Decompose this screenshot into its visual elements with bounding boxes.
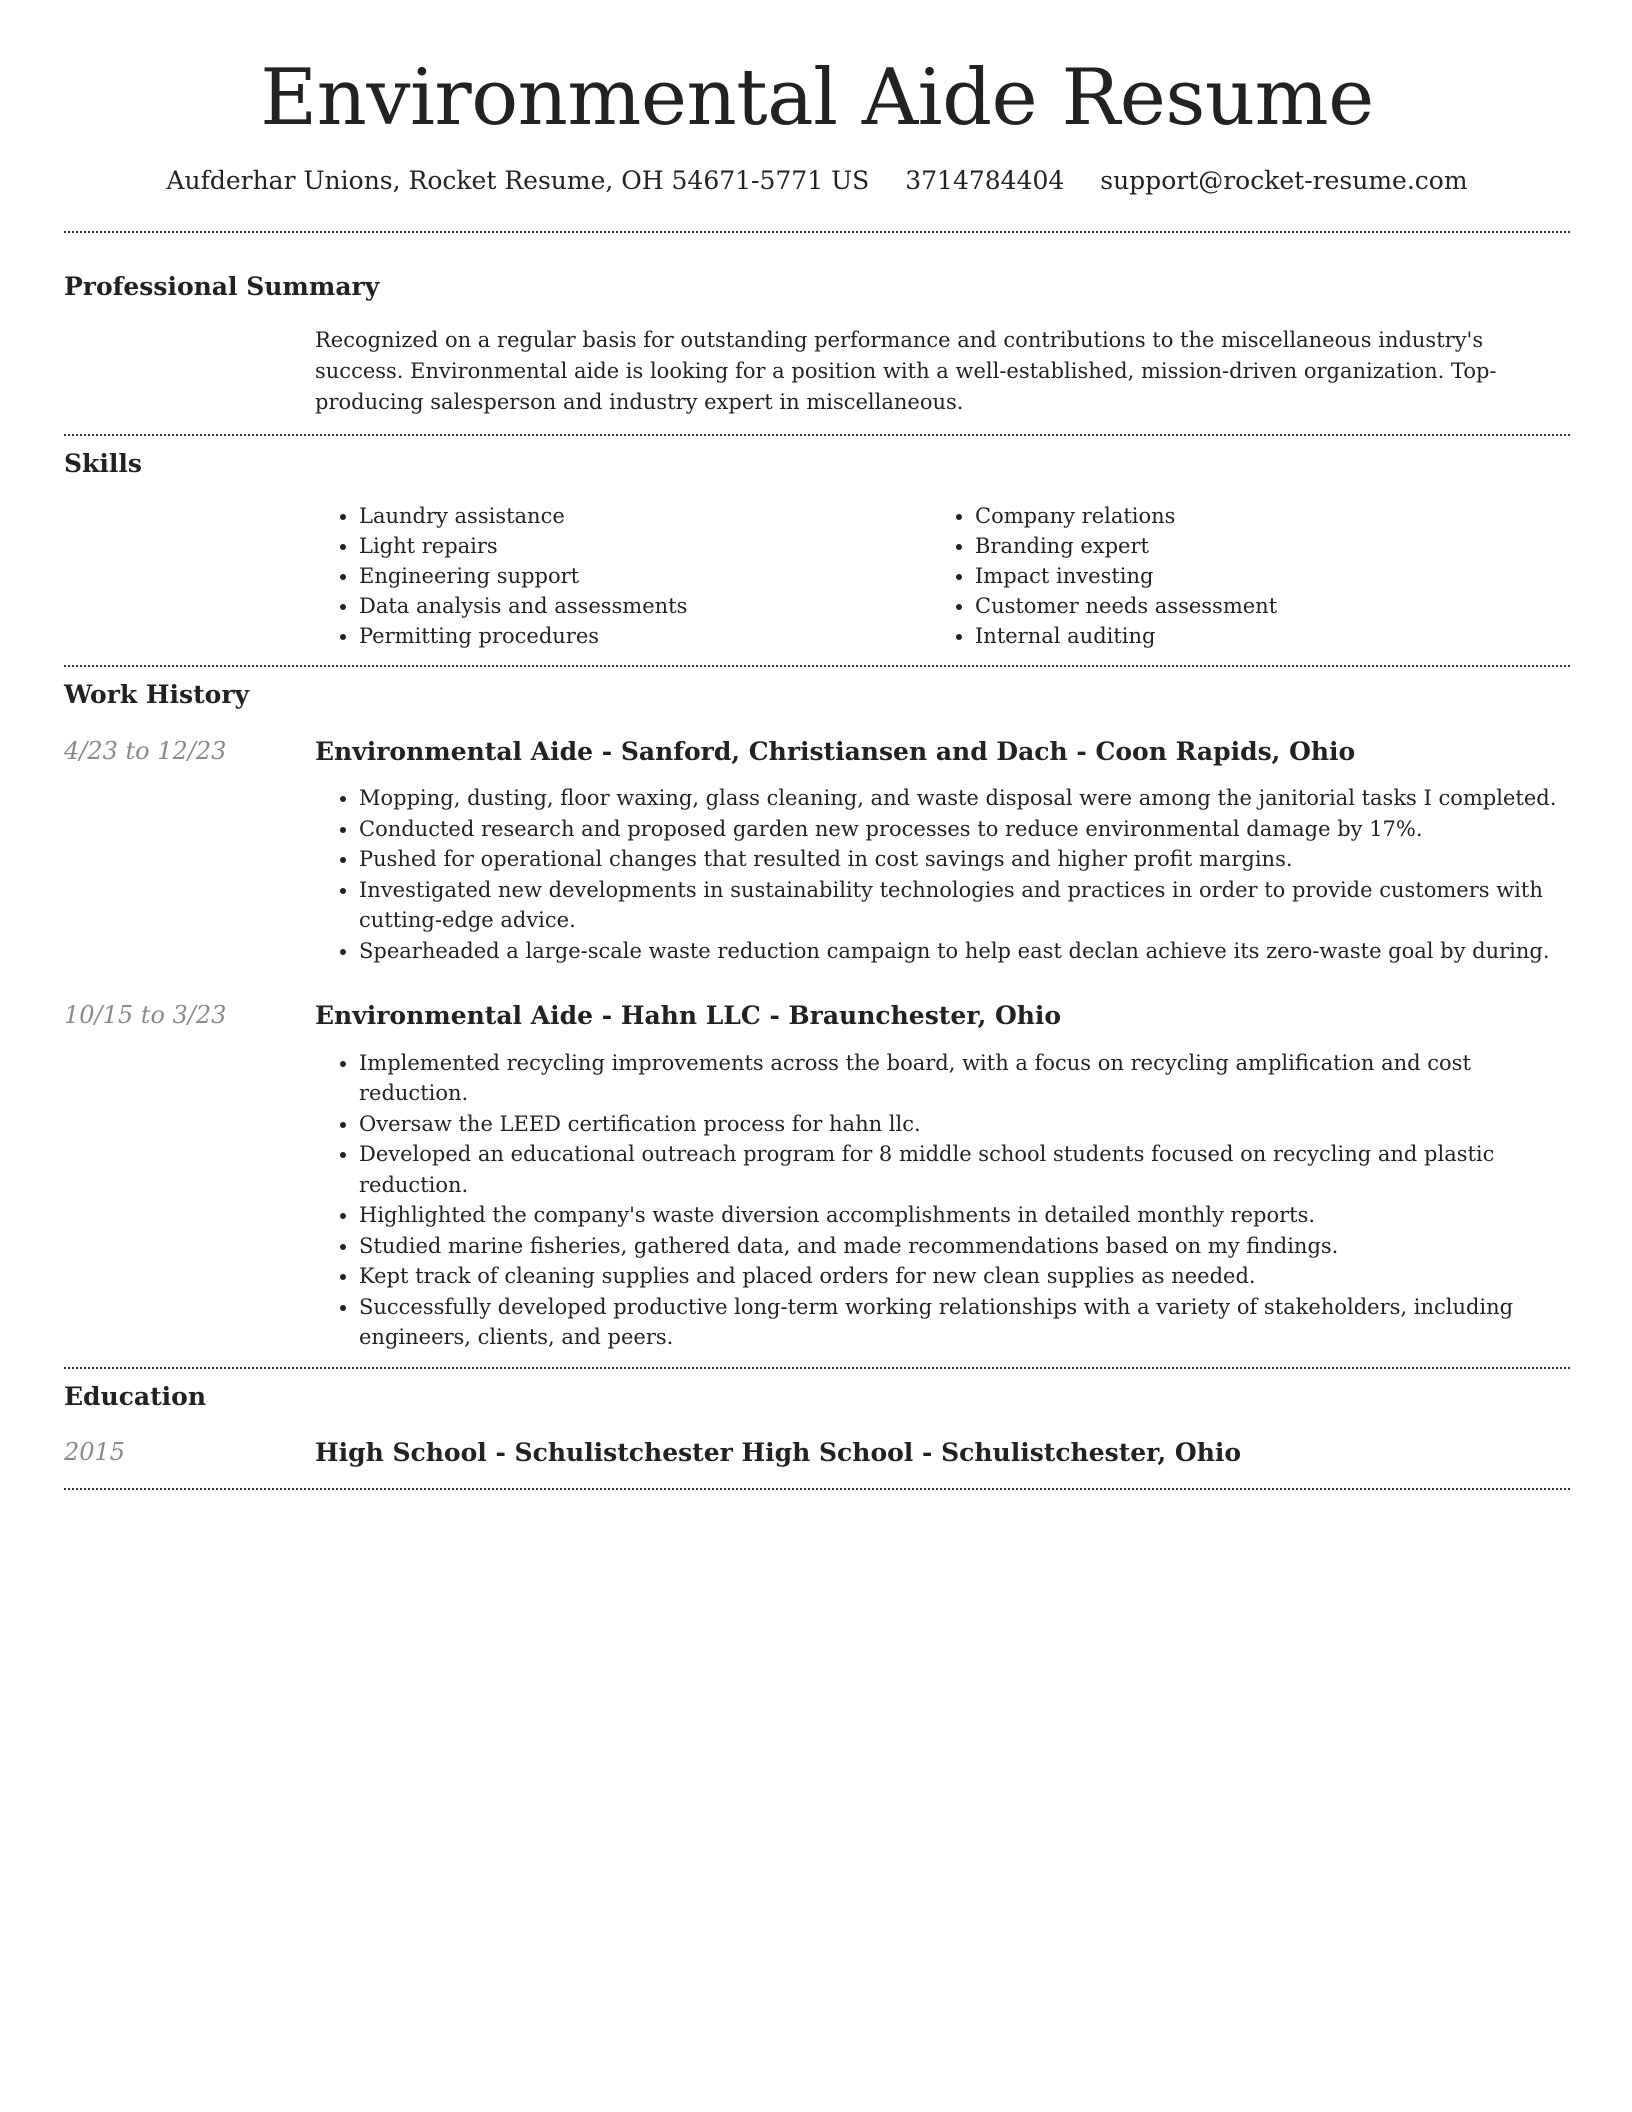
contact-line (64, 165, 1570, 198)
skills-list-left (315, 501, 931, 651)
job-bullet: • Mopping, dusting, floor waxing, glass cleaning, and waste disposal were among the janitorial tasks I completed. (359, 783, 1570, 814)
job-bullet: • Highlighted the company's waste diversion accomplishments in detailed monthly reports. (359, 1200, 1570, 1231)
job-title: Environmental Aide - Sanford, Christiansen and Dach - Coon Rapids, Ohio (315, 736, 1356, 766)
job-bullet: • Oversaw the LEED certification process for hahn llc. (359, 1109, 1570, 1140)
skill-item: • Branding expert (975, 531, 1547, 561)
job-bullets (315, 1048, 1570, 1353)
job-bullet: • Kept track of cleaning supplies and placed orders for new clean supplies as needed. (359, 1261, 1570, 1292)
summary-section (64, 233, 1570, 418)
job-title: Environmental Aide - Hahn LLC - Braunchester, Ohio (315, 1001, 1062, 1030)
job-bullet: • Successfully developed productive long-term working relationships with a variety of stakeholders, including engineers, clients, and peers. (359, 1292, 1570, 1353)
job-bullets (315, 783, 1570, 966)
education-date: 2015 (64, 1438, 126, 1466)
job-bullet: • Studied marine fisheries, gathered data, and made recommendations based on my findings. (359, 1231, 1570, 1262)
job-bullet: • Pushed for operational changes that resulted in cost savings and higher profit margins. (359, 844, 1570, 875)
resume-title: Environmental Aide Resume (260, 53, 1374, 143)
work-section (64, 667, 1570, 1353)
resume-page (64, 0, 1570, 1490)
job-entry (64, 736, 1570, 967)
summary-heading: Professional Summary (64, 272, 380, 301)
skill-item: • Permitting procedures (359, 621, 931, 651)
contact-address: Aufderhar Unions, Rocket Resume, OH 54671-5771 US (166, 165, 870, 195)
education-title: High School - Schulistchester High School - Schulistchester, Ohio (315, 1438, 1242, 1467)
skill-item: • Customer needs assessment (975, 591, 1547, 621)
contact-email: support@rocket-resume.com (1100, 165, 1468, 195)
skill-item: • Internal auditing (975, 621, 1547, 651)
job-date: 4/23 to 12/23 (64, 736, 227, 765)
job-bullet: • Spearheaded a large-scale waste reduction campaign to help east declan achieve its zero-waste goal by during. (359, 936, 1570, 967)
work-heading: Work History (64, 680, 250, 709)
skill-item: • Data analysis and assessments (359, 591, 931, 621)
job-entry (64, 1000, 1570, 1353)
skills-section (64, 436, 1570, 652)
skill-item: • Light repairs (359, 531, 931, 561)
skill-item: • Impact investing (975, 561, 1547, 591)
summary-text: Recognized on a regular basis for outstanding performance and contributions to the miscellaneous industry's success. Environmental aide is looking for a position with a well-established, mission-driven organization. Top-producing salesperson and industry expert in miscellaneous. (315, 327, 1497, 414)
skill-item: • Company relations (975, 501, 1547, 531)
contact-phone: 3714784404 (905, 165, 1065, 195)
job-bullet: • Implemented recycling improvements across the board, with a focus on recycling amplification and cost reduction. (359, 1048, 1570, 1109)
skills-heading: Skills (64, 448, 142, 478)
education-section (64, 1369, 1570, 1470)
job-date: 10/15 to 3/23 (64, 1001, 227, 1029)
job-bullet: • Investigated new developments in sustainability technologies and practices in order to provide customers with cutting-edge advice. (359, 875, 1570, 936)
education-heading: Education (64, 1381, 207, 1411)
skill-item: • Engineering support (359, 561, 931, 591)
job-bullet: • Developed an educational outreach program for 8 middle school students focused on recycling and plastic reduction. (359, 1139, 1570, 1200)
skills-list-right (931, 501, 1547, 651)
education-divider (64, 1488, 1570, 1490)
skill-item: • Laundry assistance (359, 501, 931, 531)
education-entry (64, 1437, 1570, 1470)
job-bullet: • Conducted research and proposed garden new processes to reduce environmental damage by 17%. (359, 814, 1570, 845)
